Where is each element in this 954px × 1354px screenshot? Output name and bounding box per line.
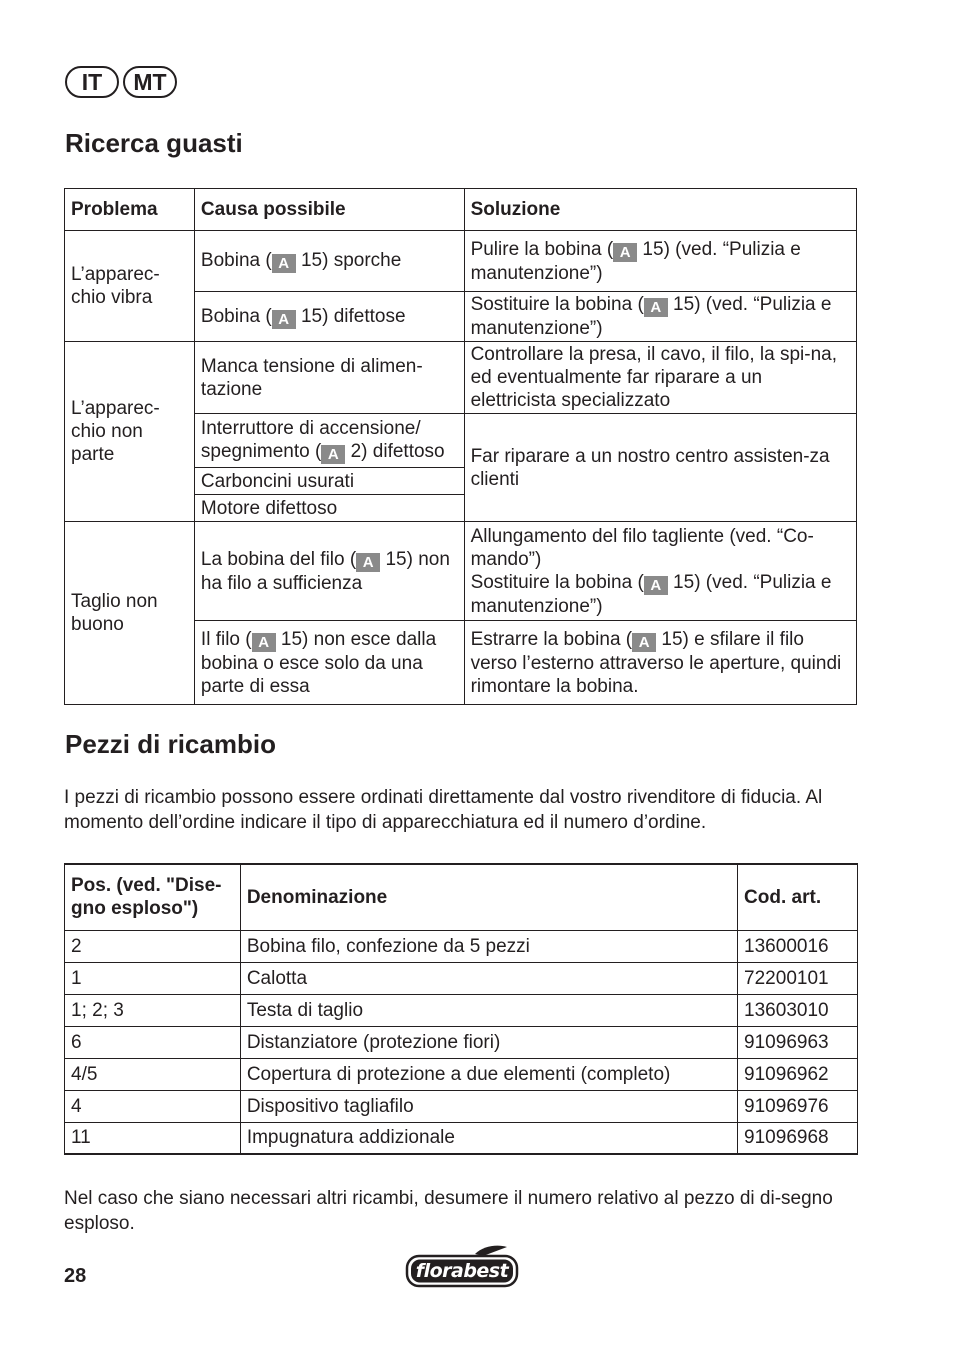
- pos-cell: 1; 2; 3: [65, 994, 241, 1026]
- header-code: Cod. art.: [738, 864, 858, 930]
- cause-cell: Manca tensione di alimen-tazione: [194, 342, 464, 414]
- cause-cell: La bobina del filo ( A 15) non ha filo a sufficienza: [194, 522, 464, 621]
- name-cell: Dispositivo tagliafilo: [240, 1090, 737, 1122]
- cause-cell: Carboncini usurati: [194, 468, 464, 495]
- spare-parts-table: [64, 863, 858, 1155]
- table-row: [65, 522, 857, 621]
- figure-a-badge: A: [272, 310, 296, 329]
- language-badges: [65, 66, 177, 98]
- table-row: [65, 1058, 858, 1090]
- name-cell: Distanziatore (protezione fiori): [240, 1026, 737, 1058]
- code-cell: 91096968: [738, 1122, 858, 1154]
- cause-cell: Il filo ( A 15) non esce dalla bobina o esce solo da una parte di essa: [194, 621, 464, 705]
- logo-wordmark: florabest: [415, 1260, 509, 1282]
- figure-a-badge: A: [644, 576, 668, 595]
- table-row: [65, 994, 858, 1026]
- pos-cell: 4/5: [65, 1058, 241, 1090]
- code-cell: 91096976: [738, 1090, 858, 1122]
- figure-a-badge: A: [272, 254, 296, 273]
- figure-a-badge: A: [252, 633, 276, 652]
- table-row: [65, 342, 857, 414]
- code-cell: 13600016: [738, 930, 858, 962]
- cause-cell: Interruttore di accensione/ spegnimento ( A 2) difettoso: [194, 414, 464, 468]
- table-row: [65, 231, 857, 292]
- solution-cell: Pulire la bobina ( A 15) (ved. “Pulizia e manutenzione”): [464, 231, 856, 292]
- cause-cell: Motore difettoso: [194, 495, 464, 522]
- solution-cell: [464, 522, 856, 621]
- problem-cell: L’apparec-chio non parte: [65, 342, 195, 522]
- name-cell: Calotta: [240, 962, 737, 994]
- solution-cell: Controllare la presa, il cavo, il filo, la spi-na, ed eventualmente far riparare a un elettricista specializzato: [464, 342, 856, 414]
- solution-cell: Far riparare a un nostro centro assisten-za clienti: [464, 414, 856, 522]
- problem-cell: Taglio non buono: [65, 522, 195, 705]
- solution-line: Allungamento del filo tagliente (ved. “Co-mando”): [470, 525, 814, 570]
- code-cell: 13603010: [738, 994, 858, 1026]
- table-row: [65, 962, 858, 994]
- figure-a-badge: A: [321, 445, 345, 464]
- name-cell: Impugnatura addizionale: [240, 1122, 737, 1154]
- spare-parts-note: Nel caso che siano necessari altri ricambi, desumere il numero relativo al pezzo di di-segno esploso.: [64, 1188, 833, 1234]
- pos-cell: 11: [65, 1122, 241, 1154]
- code-cell: 72200101: [738, 962, 858, 994]
- lang-badge-it: IT: [65, 66, 119, 98]
- figure-a-badge: A: [644, 298, 668, 317]
- table-row: [65, 1026, 858, 1058]
- pos-cell: 4: [65, 1090, 241, 1122]
- header-position: Pos. (ved. "Dise-gno esploso"): [65, 864, 241, 930]
- solution-cell: Estrarre la bobina ( A 15) e sfilare il filo verso l’esterno attraverso le aperture, quindi rimontare la bobina.: [464, 621, 856, 705]
- name-cell: Copertura di protezione a due elementi (completo): [240, 1058, 737, 1090]
- header-problem: Problema: [65, 189, 195, 231]
- section-title-spare-parts: Pezzi di ricambio: [65, 729, 276, 759]
- lang-badge-mt: MT: [123, 66, 177, 98]
- code-cell: 91096963: [738, 1026, 858, 1058]
- solution-line: Sostituire la bobina ( A 15) (ved. “Pulizia e manutenzione”): [470, 571, 832, 617]
- cause-cell: Bobina ( A 15) sporche: [194, 231, 464, 292]
- name-cell: Bobina filo, confezione da 5 pezzi: [240, 930, 737, 962]
- code-cell: 91096962: [738, 1058, 858, 1090]
- name-cell: Testa di taglio: [240, 994, 737, 1026]
- cause-cell: Bobina ( A 15) difettose: [194, 292, 464, 342]
- pos-cell: 1: [65, 962, 241, 994]
- table-row: [65, 930, 858, 962]
- spare-parts-intro: I pezzi di ricambio possono essere ordinati direttamente dal vostro rivenditore di fiducia. Al momento dell’ordine indicare il tipo di apparecchiatura ed il numero d’ordine.: [64, 787, 823, 833]
- leaf-shape: [475, 1246, 507, 1256]
- figure-a-badge: A: [613, 243, 637, 262]
- header-solution: Soluzione: [464, 189, 856, 231]
- figure-a-badge: A: [632, 633, 656, 652]
- table-header-row: [65, 189, 857, 231]
- page-number: 28: [64, 1265, 87, 1287]
- pos-cell: 2: [65, 930, 241, 962]
- table-row: [65, 1090, 858, 1122]
- pos-cell: 6: [65, 1026, 241, 1058]
- table-row: [65, 1122, 858, 1154]
- solution-cell: Sostituire la bobina ( A 15) (ved. “Pulizia e manutenzione”): [464, 292, 856, 342]
- header-name: Denominazione: [240, 864, 737, 930]
- problem-cell: L’apparec-chio vibra: [65, 231, 195, 342]
- table-header-row: [65, 864, 858, 930]
- section-title-troubleshooting: Ricerca guasti: [65, 128, 243, 158]
- header-cause: Causa possibile: [194, 189, 464, 231]
- troubleshooting-table: [64, 188, 857, 705]
- figure-a-badge: A: [356, 553, 380, 572]
